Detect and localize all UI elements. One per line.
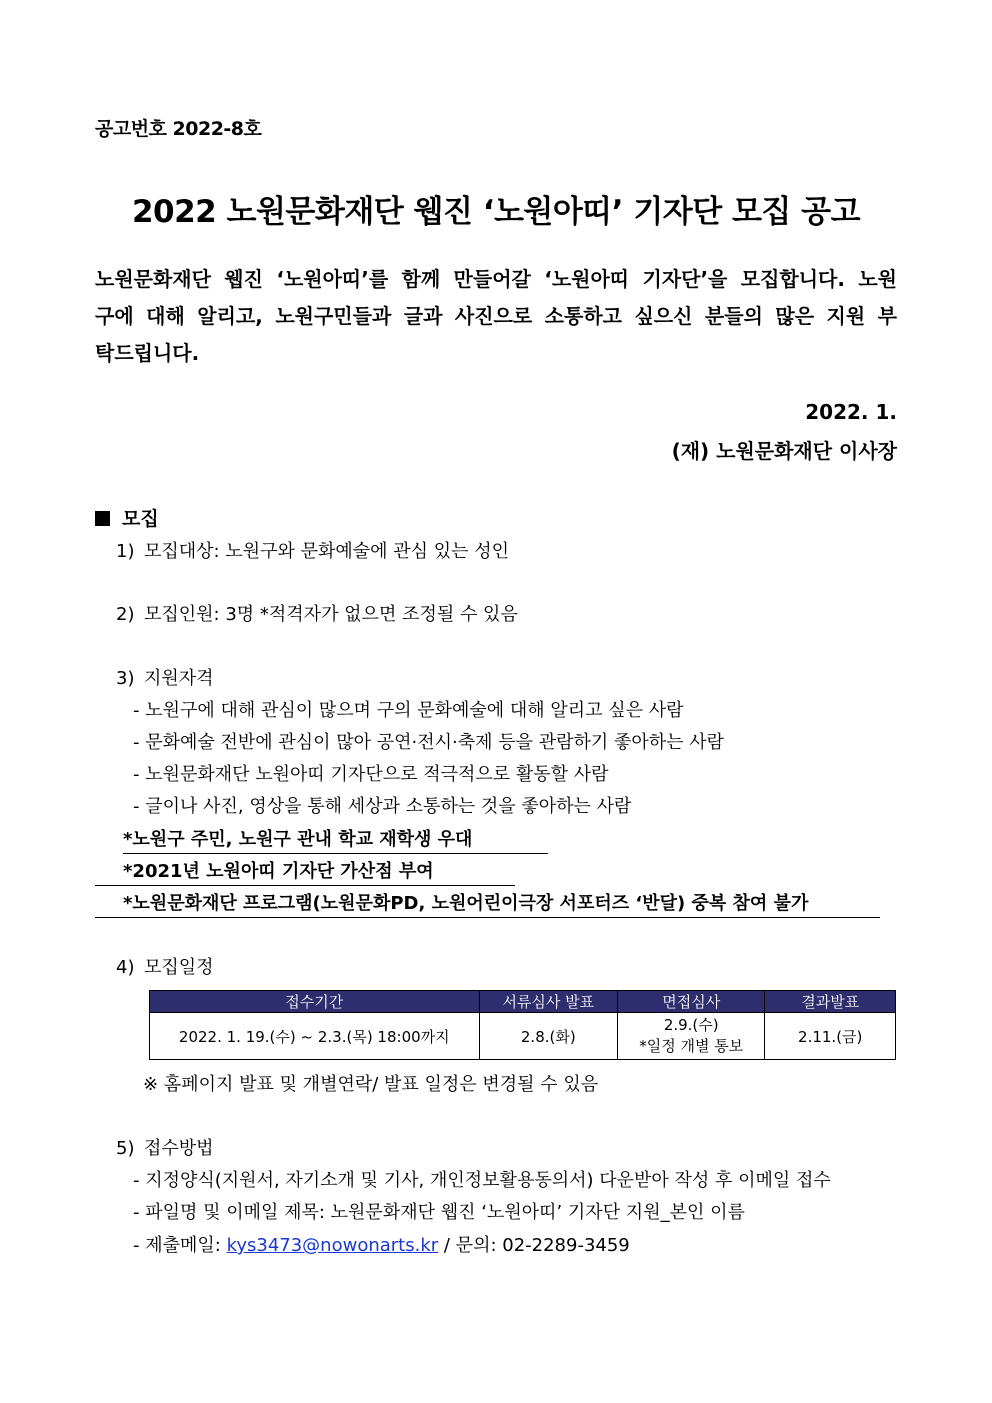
item-text: 지원자격 bbox=[144, 668, 214, 689]
method-bullet bbox=[133, 1231, 630, 1257]
table-row bbox=[150, 1013, 896, 1060]
table-header-row bbox=[150, 991, 896, 1013]
application-period-cell: 2022. 1. 19.(수) ~ 2.3.(목) 18:00까지 bbox=[150, 1013, 480, 1060]
email-label: - 제출메일: bbox=[133, 1235, 227, 1256]
item-number: 4) bbox=[116, 957, 135, 978]
section-heading bbox=[95, 504, 159, 531]
list-item-qualification bbox=[116, 664, 214, 690]
square-bullet-icon bbox=[95, 511, 110, 526]
item-number: 2) bbox=[116, 604, 135, 625]
interview-date: 2.9.(수) bbox=[663, 1016, 719, 1034]
item-number: 1) bbox=[116, 541, 135, 562]
notice-number: 공고번호 2022-8호 bbox=[95, 118, 262, 140]
list-item-target bbox=[116, 537, 509, 563]
notice-date: 2022. 1. bbox=[805, 400, 897, 424]
qualification-bullet: - 문화예술 전반에 관심이 많아 공연·전시·축제 등을 관람하기 좋아하는 사람 bbox=[133, 732, 725, 753]
item-text: 모집인원: 3명 *적격자가 없으면 조정될 수 있음 bbox=[144, 604, 518, 625]
list-item-schedule bbox=[116, 953, 214, 979]
final-result-cell: 2.11.(금) bbox=[765, 1013, 896, 1060]
item-text: 모집일정 bbox=[144, 957, 214, 978]
qualification-note: *2021년 노원아띠 기자단 가산점 부여 bbox=[95, 857, 515, 886]
method-bullet: - 파일명 및 이메일 제목: 노원문화재단 웹진 ‘노원아띠’ 기자단 지원_본인 이름 bbox=[133, 1202, 745, 1223]
item-number: 3) bbox=[116, 668, 135, 689]
item-text: 모집대상: 노원구와 문화예술에 관심 있는 성인 bbox=[144, 541, 510, 562]
list-item-headcount bbox=[116, 600, 518, 626]
schedule-footnote: ※ 홈페이지 발표 및 개별연락/ 발표 일정은 변경될 수 있음 bbox=[143, 1074, 599, 1095]
column-header: 접수기간 bbox=[150, 991, 480, 1013]
section-heading-label: 모집 bbox=[122, 508, 159, 530]
qualification-bullet: - 글이나 사진, 영상을 통해 세상과 소통하는 것을 좋아하는 사람 bbox=[133, 796, 632, 817]
qualification-note: *노원구 주민, 노원구 관내 학교 재학생 우대 bbox=[123, 825, 548, 854]
column-header: 결과발표 bbox=[765, 991, 896, 1013]
item-text: 접수방법 bbox=[144, 1138, 214, 1159]
schedule-table bbox=[149, 990, 896, 1060]
document-result-cell: 2.8.(화) bbox=[479, 1013, 617, 1060]
issuer: (재) 노원문화재단 이사장 bbox=[671, 439, 897, 463]
page-title: 2022 노원문화재단 웹진 ‘노원아띠’ 기자단 모집 공고 bbox=[131, 194, 861, 230]
contact-info: / 문의: 02-2289-3459 bbox=[438, 1235, 630, 1256]
interview-note: *일정 개별 통보 bbox=[639, 1037, 744, 1055]
column-header: 서류심사 발표 bbox=[479, 991, 617, 1013]
interview-cell bbox=[618, 1013, 765, 1060]
column-header: 면접심사 bbox=[618, 991, 765, 1013]
intro-paragraph: 노원문화재단 웹진 ‘노원아띠’를 함께 만들어갈 ‘노원아띠 기자단’을 모집합니다. 노원구에 대해 알리고, 노원구민들과 글과 사진으로 소통하고 싶으신 분들의 많은 지원 부탁드립니다. bbox=[95, 267, 897, 365]
qualification-bullet: - 노원문화재단 노원아띠 기자단으로 적극적으로 활동할 사람 bbox=[133, 764, 609, 785]
list-item-method bbox=[116, 1134, 214, 1160]
email-link[interactable]: kys3473@nowonarts.kr bbox=[226, 1235, 439, 1256]
qualification-bullet: - 노원구에 대해 관심이 많으며 구의 문화예술에 대해 알리고 싶은 사람 bbox=[133, 700, 684, 721]
item-number: 5) bbox=[116, 1138, 135, 1159]
qualification-note: *노원문화재단 프로그램(노원문화PD, 노원어린이극장 서포터즈 ‘반달) 중복 참여 불가 bbox=[95, 889, 880, 918]
method-bullet: - 지정양식(지원서, 자기소개 및 기사, 개인정보활용동의서) 다운받아 작성 후 이메일 접수 bbox=[133, 1170, 831, 1191]
